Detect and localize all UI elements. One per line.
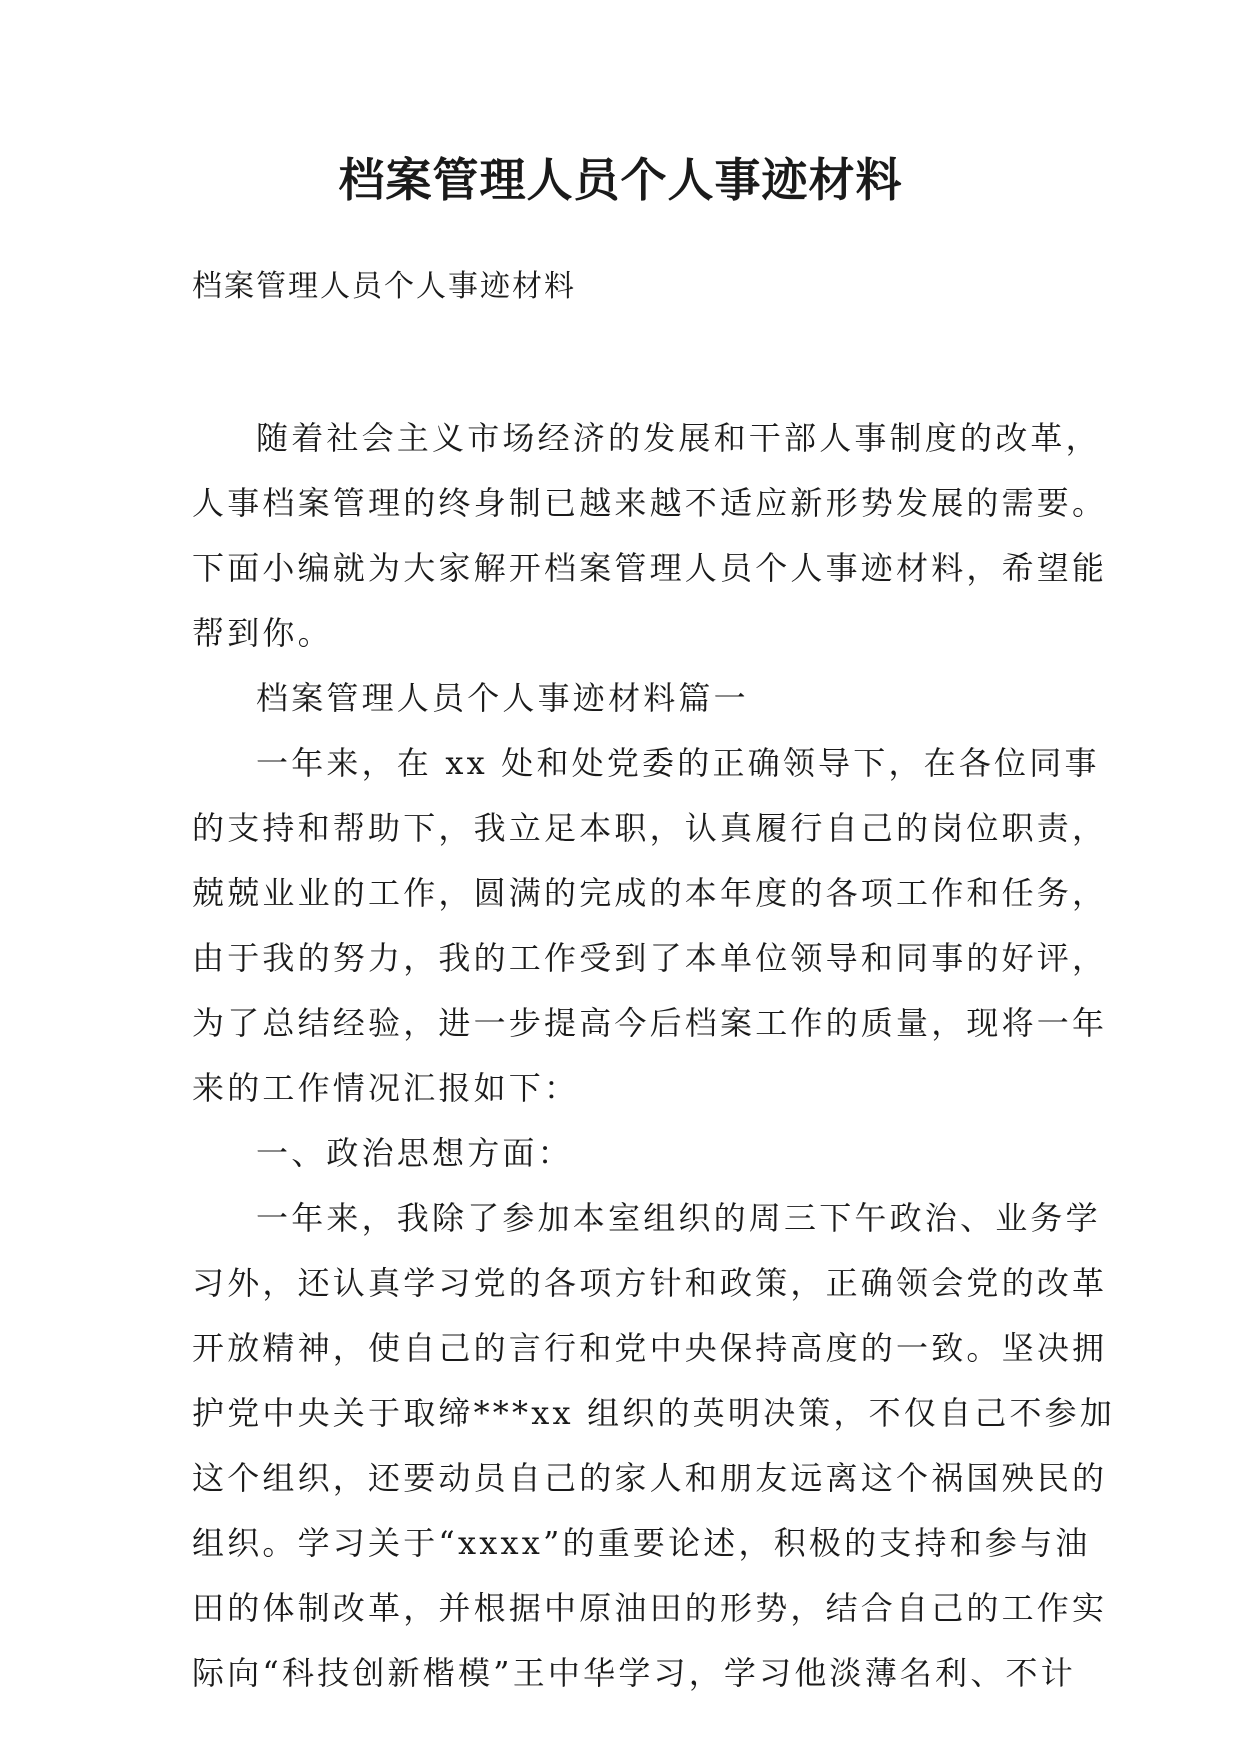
body-line: 际向“科技创新楷模”王中华学习，学习他淡薄名利、不计 [192, 1654, 1076, 1692]
body-line: 下面小编就为大家解开档案管理人员个人事迹材料，希望能 [192, 549, 1108, 587]
body-line: 开放精神，使自己的言行和党中央保持高度的一致。坚决拥 [192, 1329, 1108, 1367]
body-line: 一年来，在 xx 处和处党委的正确领导下，在各位同事 [256, 744, 1100, 782]
body-line: 为了总结经验，进一步提高今后档案工作的质量，现将一年 [192, 1004, 1108, 1042]
body-line: 一年来，我除了参加本室组织的周三下午政治、业务学 [256, 1199, 1101, 1237]
body-line: 帮到你。 [192, 614, 333, 652]
body-line: 人事档案管理的终身制已越来越不适应新形势发展的需要。 [192, 484, 1108, 522]
document-body [192, 406, 1116, 1706]
body-line: 护党中央关于取缔***xx 组织的英明决策，不仅自己不参加 [192, 1394, 1116, 1432]
section-heading: 一、政治思想方面： [256, 1134, 573, 1172]
body-line: 随着社会主义市场经济的发展和干部人事制度的改革， [256, 419, 1101, 457]
body-line: 兢兢业业的工作，圆满的完成的本年度的各项工作和任务， [192, 874, 1108, 912]
document-title: 档案管理人员个人事迹材料 [338, 153, 903, 207]
body-line: 田的体制改革，并根据中原油田的形势，结合自己的工作实 [192, 1589, 1108, 1627]
body-line: 习外，还认真学习党的各项方针和政策，正确领会党的改革 [192, 1264, 1108, 1302]
body-line: 的支持和帮助下，我立足本职，认真履行自己的岗位职责， [192, 809, 1108, 847]
body-line: 组织。学习关于“xxxx”的重要论述，积极的支持和参与油 [192, 1524, 1091, 1562]
body-line: 这个组织，还要动员自己的家人和朋友远离这个祸国殃民的 [192, 1459, 1108, 1497]
section-heading: 档案管理人员个人事迹材料篇一 [256, 679, 749, 717]
document-subtitle: 档案管理人员个人事迹材料 [192, 269, 576, 304]
body-line: 由于我的努力，我的工作受到了本单位领导和同事的好评， [192, 939, 1108, 977]
body-line: 来的工作情况汇报如下： [192, 1069, 580, 1107]
